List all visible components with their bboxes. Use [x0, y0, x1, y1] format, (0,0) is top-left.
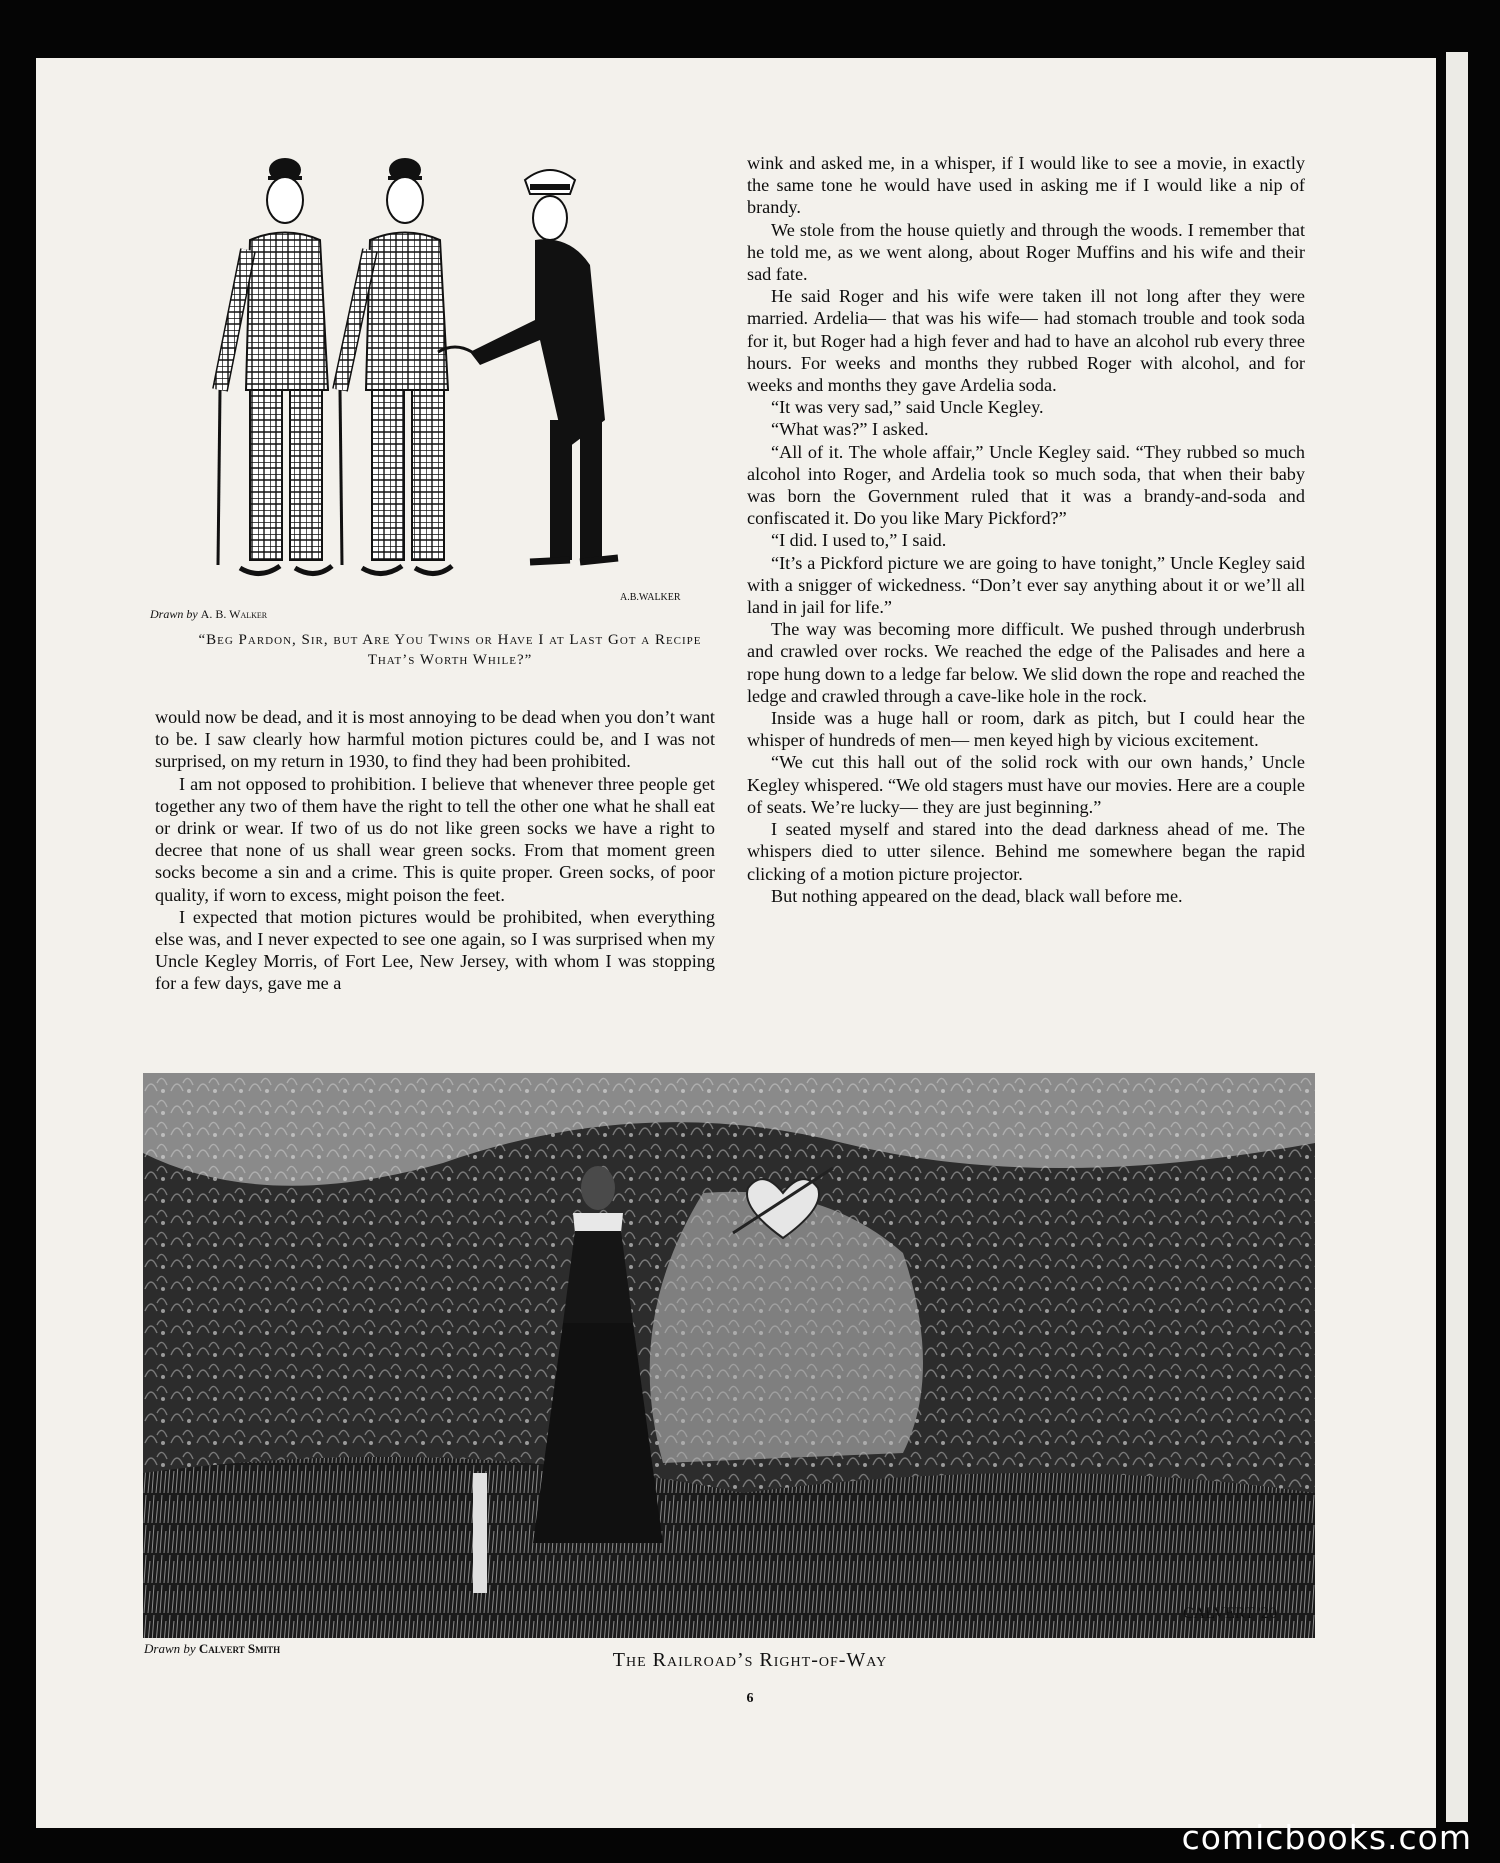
paragraph: “We cut this hall out of the solid rock with our own hands,’ Uncle Kegley whispered. “We old stagers must have our movies. Here are a couple of seats. We’re lucky— they are just beginning.”	[747, 752, 1305, 817]
illustration-credit-prefix: Drawn by	[144, 1641, 196, 1656]
paragraph: “I did. I used to,” I said.	[771, 530, 947, 551]
paragraph: The way was becoming more difficult. We pushed through underbrush and crawled over rocks. We reached the edge of the Palisades and here a rope hung down to a ledge far below. We slid down the rope and reached the ledge and crawled through a cave-like hole in the rock.	[747, 619, 1305, 706]
twins-cartoon-illustration	[150, 90, 710, 610]
left-text-column	[155, 706, 715, 995]
paragraph: He said Roger and his wife were taken ill not long after they were married. Ardelia— that was his wife— had stomach trouble and took soda for it, but Roger had a high fever and had to have an alcohol rub every three hours. For weeks and months they rubbed Roger with alcohol, and for weeks and months they gave Ardelia soda.	[747, 286, 1305, 396]
illustration-caption: The Railroad’s Right-of-Way	[612, 1649, 888, 1671]
cartoon-credit-prefix: Drawn by	[150, 607, 198, 621]
paragraph: Inside was a huge hall or room, dark as pitch, but I could hear the whisper of hundreds of men— men keyed high by vicious excitement.	[747, 708, 1305, 751]
site-watermark: comicbooks.com	[1181, 1818, 1472, 1857]
paragraph: “It was very sad,” said Uncle Kegley.	[771, 397, 1044, 418]
paragraph: We stole from the house quietly and through the woods. I remember that he told me, as we went along, about Roger Muffins and his wife and their sad fate.	[747, 219, 1305, 285]
railroad-right-of-way-illustration	[143, 1073, 1315, 1638]
straw-hat-man-figure	[438, 170, 618, 562]
cartoon-credit-name: A. B. Walker	[200, 607, 268, 621]
artist-signature: A.B.WALKER	[620, 592, 681, 603]
paragraph: “What was?” I asked.	[771, 419, 929, 440]
paragraph: But nothing appeared on the dead, black wall before me.	[771, 885, 1183, 906]
cartoon-caption: “Beg Pardon, Sir, but Are You Twins or Have I at Last Got a Recipe That’s Worth While?”	[198, 632, 702, 668]
twin-left-figure	[218, 158, 332, 574]
illustration-credit-name: Calvert Smith	[198, 1641, 281, 1656]
milestone-post	[473, 1473, 487, 1593]
paragraph: “It’s a Pickford picture we are going to have tonight,” Uncle Kegley said with a snigger of wickedness. “Don’t ever say anything about it or we’ll all land in jail for life.”	[747, 552, 1305, 618]
paragraph: “All of it. The whole affair,” Uncle Kegley said. “They rubbed so much alcohol into Roger, and Ardelia took so much soda, that when their baby was born the Government ruled that it was a brandy-and-soda and confiscated it. Do you like Mary Pickford?”	[747, 441, 1305, 529]
twin-right-figure	[340, 158, 452, 574]
paragraph: wink and asked me, in a whisper, if I would like to see a movie, in exactly the same tone he would have used in asking me if I would like a nip of brandy.	[747, 153, 1305, 218]
paragraph: would now be dead, and it is most annoying to be dead when you don’t want to be. I saw clearly how harmful motion pictures could be, and I was not surprised, on my return in 1930, to find they had been prohibited.	[155, 707, 715, 772]
cartoon-credit	[150, 607, 267, 622]
paragraph: I seated myself and stared into the dead darkness ahead of me. The whispers died to utter silence. Behind me somewhere began the rapid clicking of a motion picture projector.	[747, 819, 1305, 884]
illustration-signature: CALVERT '20	[1183, 1605, 1277, 1622]
paragraph: I expected that motion pictures would be prohibited, when everything else was, and I never expected to see one again, so I was surprised when my Uncle Kegley Morris, of Fort Lee, New Jersey, with whom I was stopping for a few days, gave me a	[155, 906, 715, 994]
paragraph: I am not opposed to prohibition. I believe that whenever three people get together any two of them have the right to tell the other one what he shall eat or drink or wear. If two of us do not like green socks we have a right to decree that none of us shall wear green socks. From that moment green socks become a sin and a crime. This is quite proper. Green socks, of poor quality, if worn to excess, might poison the feet.	[155, 773, 715, 905]
right-text-column	[747, 152, 1305, 907]
page-number: 6	[746, 1691, 754, 1706]
facing-page-edge	[1446, 52, 1468, 1822]
